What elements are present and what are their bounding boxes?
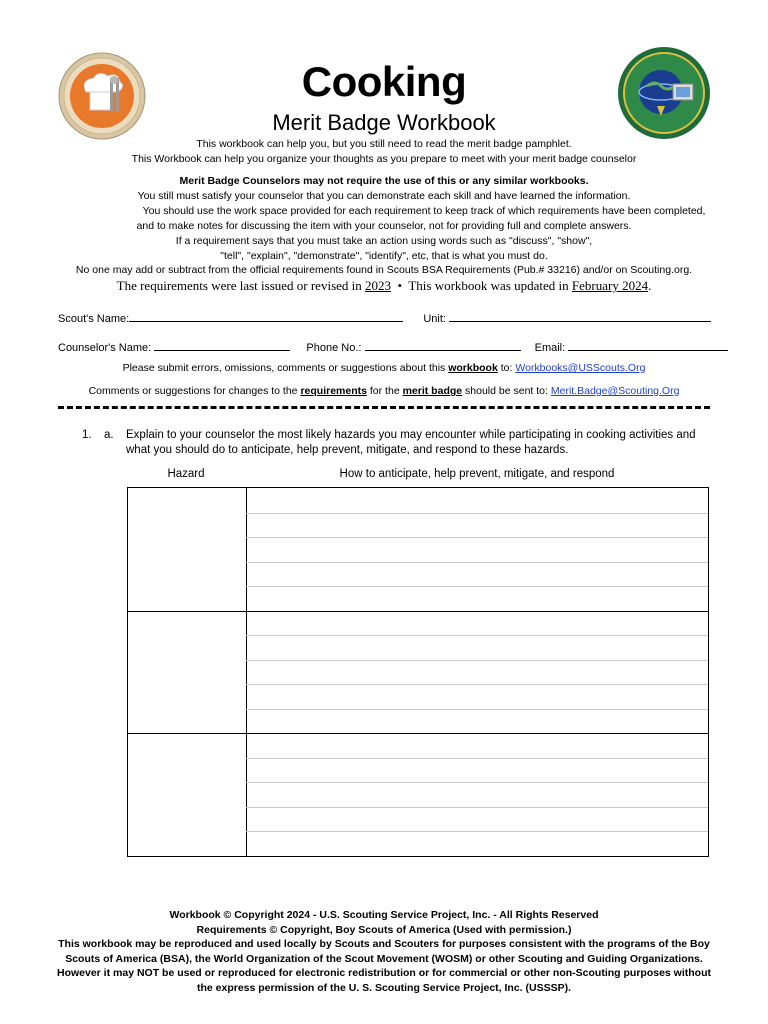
hazard-cell[interactable]: [128, 488, 246, 611]
intro-line-5: and to make notes for discussing the item with your counselor, not for providing full and complete answers.: [136, 220, 632, 232]
phone-field[interactable]: [365, 339, 521, 351]
response-line[interactable]: [246, 537, 708, 538]
footer-line-6: the express permission of the U. S. Scouting Service Project, Inc. (USSSP).: [196, 981, 572, 994]
requirement-number: 1.: [82, 429, 92, 441]
response-line[interactable]: [246, 807, 708, 808]
response-line[interactable]: [246, 660, 708, 661]
intro-bold-line: Merit Badge Counselors may not require the use of this or any similar workbooks.: [179, 175, 589, 187]
requirement-letter: a.: [104, 429, 114, 441]
updated-date: February 2024: [571, 278, 649, 293]
revision-info: The requirements were last issued or revised in 2023 • This workbook was updated in February 2024.: [116, 278, 652, 293]
email-field[interactable]: [568, 339, 728, 351]
response-line[interactable]: [246, 635, 708, 636]
footer: [0, 908, 768, 995]
intro-line-1: This workbook can help you, but you still need to read the merit badge pamphlet.: [196, 138, 572, 150]
requirement-text-line-2: what you should do to anticipate, help prevent, mitigate, and respond to these hazards.: [126, 444, 569, 456]
scout-name-row: [58, 310, 711, 325]
table-header-response: How to anticipate, help prevent, mitigate, and respond: [339, 468, 615, 480]
requirement-text-line-1: Explain to your counselor the most likely hazards you may encounter while participating in cooking activities and: [126, 429, 696, 441]
response-line[interactable]: [246, 709, 708, 710]
hazard-table: [127, 487, 709, 857]
intro-line-7: "tell", "explain", "demonstrate", "identify", etc, that is what you must do.: [220, 250, 548, 262]
response-line[interactable]: [246, 831, 708, 832]
hazard-cell[interactable]: [128, 611, 246, 734]
counselor-row: [58, 339, 728, 354]
response-line[interactable]: [246, 586, 708, 587]
footer-line-4: Scouts of America (BSA), the World Organization of the Scout Movement (WOSM) or other Scouting and Guiding Organizations.: [65, 952, 703, 965]
intro-line-3: You still must satisfy your counselor that you can demonstrate each skill and have learned the information.: [137, 190, 631, 202]
table-column-divider: [246, 488, 247, 856]
scout-name-field[interactable]: [129, 310, 403, 322]
response-line[interactable]: [246, 758, 708, 759]
unit-field[interactable]: [449, 310, 711, 322]
response-line[interactable]: [246, 562, 708, 563]
response-line[interactable]: [246, 782, 708, 783]
footer-line-2: Requirements © Copyright, Boy Scouts of America (Used with permission.): [196, 923, 572, 936]
workbooks-email-link[interactable]: Workbooks@USScouts.Org: [515, 362, 646, 374]
footer-line-5: However it may NOT be used or reproduced for electronic redistribution or for commercial or other non-Scouting purposes without: [57, 967, 711, 979]
intro-line-4: You should use the work space provided for each requirement to keep track of which requirements have been completed,: [142, 205, 706, 217]
phone-label: Phone No.:: [306, 342, 362, 354]
merit-badge-email-link[interactable]: Merit.Badge@Scouting.Org: [550, 385, 680, 397]
issued-year: 2023: [365, 278, 392, 293]
intro-line-8: No one may add or subtract from the official requirements found in Scouts BSA Requirements (Pub.# 33216) and/or on Scouting.org.: [75, 264, 693, 276]
intro-line-6: If a requirement says that you must take an action using words such as "discuss", "show",: [175, 235, 593, 247]
response-line[interactable]: [246, 684, 708, 685]
errors-submit-line: Please submit errors, omissions, comments or suggestions about this workbook to: Workbooks@USScouts.Org: [122, 362, 646, 374]
table-header-hazard: Hazard: [167, 468, 205, 480]
unit-label: Unit:: [423, 313, 446, 325]
intro-line-2: This Workbook can help you organize your thoughts as you prepare to meet with your merit badge counselor: [131, 153, 637, 165]
footer-line-3: This workbook may be reproduced and used locally by Scouts and Scouters for purposes consistent with the programs of the Boy: [58, 938, 710, 950]
hazard-cell[interactable]: [128, 733, 246, 856]
footer-line-1: Workbook © Copyright 2024 - U.S. Scouting Service Project, Inc. - All Rights Reserved: [169, 909, 599, 921]
section-divider: [58, 406, 710, 409]
counselor-name-field[interactable]: [154, 339, 290, 351]
changes-submit-line: Comments or suggestions for changes to the requirements for the merit badge should be sent to: Merit.Badge@Scouting.Org: [88, 385, 680, 397]
response-line[interactable]: [246, 513, 708, 514]
email-label: Email:: [534, 342, 566, 354]
page-title: Cooking: [301, 58, 467, 105]
scout-name-label: Scout's Name:: [58, 313, 130, 325]
page-subtitle: Merit Badge Workbook: [272, 110, 496, 135]
counselor-name-label: Counselor's Name:: [58, 342, 152, 354]
